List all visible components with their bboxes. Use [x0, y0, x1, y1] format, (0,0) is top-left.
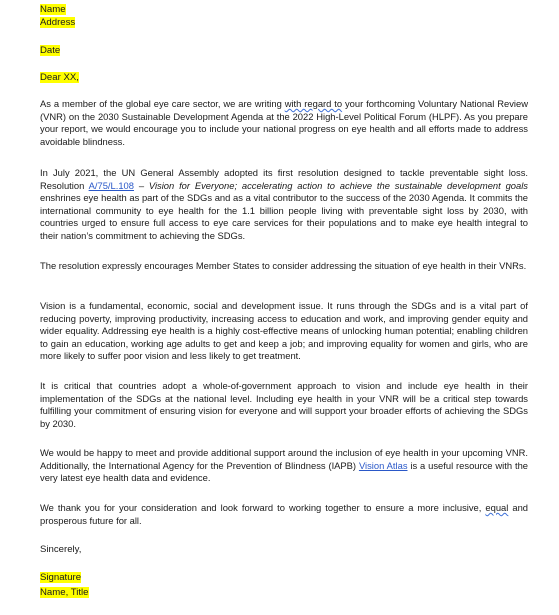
- resolution-link[interactable]: A/75/L.108: [88, 179, 134, 191]
- address-placeholder: Address: [40, 17, 76, 28]
- salutation-line: [40, 72, 79, 85]
- p5-text: It is critical that countries adopt a whole-of-government approach to vision and include eye health in their implementation of the SDGs at the national level. Including eye health in your VNR will be a critical step towards fulfilling your commitment of ensuring vision for everyone and will support your broader efforts of achieving the SDGs by 2030.: [40, 380, 528, 429]
- salutation: Dear XX,: [40, 72, 79, 83]
- p6-text-b: is a useful resource with the very latest eye health data and evidence.: [40, 459, 528, 484]
- name-placeholder: Name: [40, 4, 66, 15]
- p2-text-a: In July 2021, the UN General Assembly adopted its first resolution designed to tackle preventable sight loss. Resolution: [40, 167, 528, 191]
- signature-line: [40, 572, 81, 585]
- p7-equal: equal: [485, 502, 509, 513]
- date-placeholder: Date: [40, 45, 61, 56]
- p3-text: The resolution expressly encourages Member States to consider addressing the situation of eye health in their VNRs.: [40, 260, 527, 271]
- paragraph-5: [40, 380, 528, 430]
- closing: Sincerely,: [40, 544, 82, 555]
- signature-placeholder: Signature: [40, 572, 82, 583]
- address-placeholder-line: [40, 17, 75, 30]
- vision-atlas-link[interactable]: Vision Atlas: [358, 459, 408, 471]
- paragraph-3: [40, 260, 528, 273]
- paragraph-7: [40, 502, 528, 527]
- resolution-title: Vision for Everyone; accelerating action to achieve the sustainable development goals: [148, 179, 528, 191]
- p1-text-b: your forthcoming Voluntary National Review (VNR) on the 2030 Sustainable Development Agenda at the 2022 High-Level Political Forum (HLPF). As you prepare your report, we would encourage you to include your national progress on eye health and all efforts made to address avoidable blindness.: [40, 98, 528, 147]
- p4-text: Vision is a fundamental, economic, social and development issue. It runs through the SDGs and is a vital part of reducing poverty, improving productivity, increasing access to education and work, and improving gender equity and wider equality. Addressing eye health is a highly cost-effective means of unlocking human potential; enabling children to gain an education, working age adults to get and keep a job; and improving equality for women and girls, who are more likely to suffer poor vision and less likely to get treatment.: [40, 300, 528, 362]
- p2-dash: –: [133, 179, 149, 191]
- p6-text-a: We would be happy to meet and provide additional support around the inclusion of eye health in your upcoming VNR. Additionally, the International Agency for the Prevention of Blindness (IAPB): [40, 447, 528, 471]
- paragraph-4: [40, 300, 528, 363]
- name-title-placeholder: Name, Title: [40, 587, 89, 598]
- name-placeholder-line: [40, 4, 66, 17]
- p2-text-b: enshrines eye health as part of the SDGs and as a vital contributor to the success of the 2030 Agenda. It commits the international community to eye health for the 1.1 billion people living with preventable sight loss by 2030, with countries urged to ensure full access to eye care services for their populations and to make eye health integral to their nation’s commitment to achieving the SDGs.: [40, 192, 528, 241]
- p7-text-b: and prosperous future for all.: [40, 502, 529, 526]
- date-placeholder-line: [40, 45, 60, 58]
- p1-text-a: As a member of the global eye care sector, we are writing: [40, 98, 285, 109]
- p7-text-a: We thank you for your consideration and look forward to working together to ensure a more inclusive,: [40, 502, 486, 513]
- paragraph-2: [40, 167, 528, 243]
- paragraph-1: [40, 98, 528, 148]
- paragraph-6: [40, 447, 528, 485]
- p1-with-regard: with regard to: [284, 98, 343, 109]
- name-title-line: [40, 587, 89, 600]
